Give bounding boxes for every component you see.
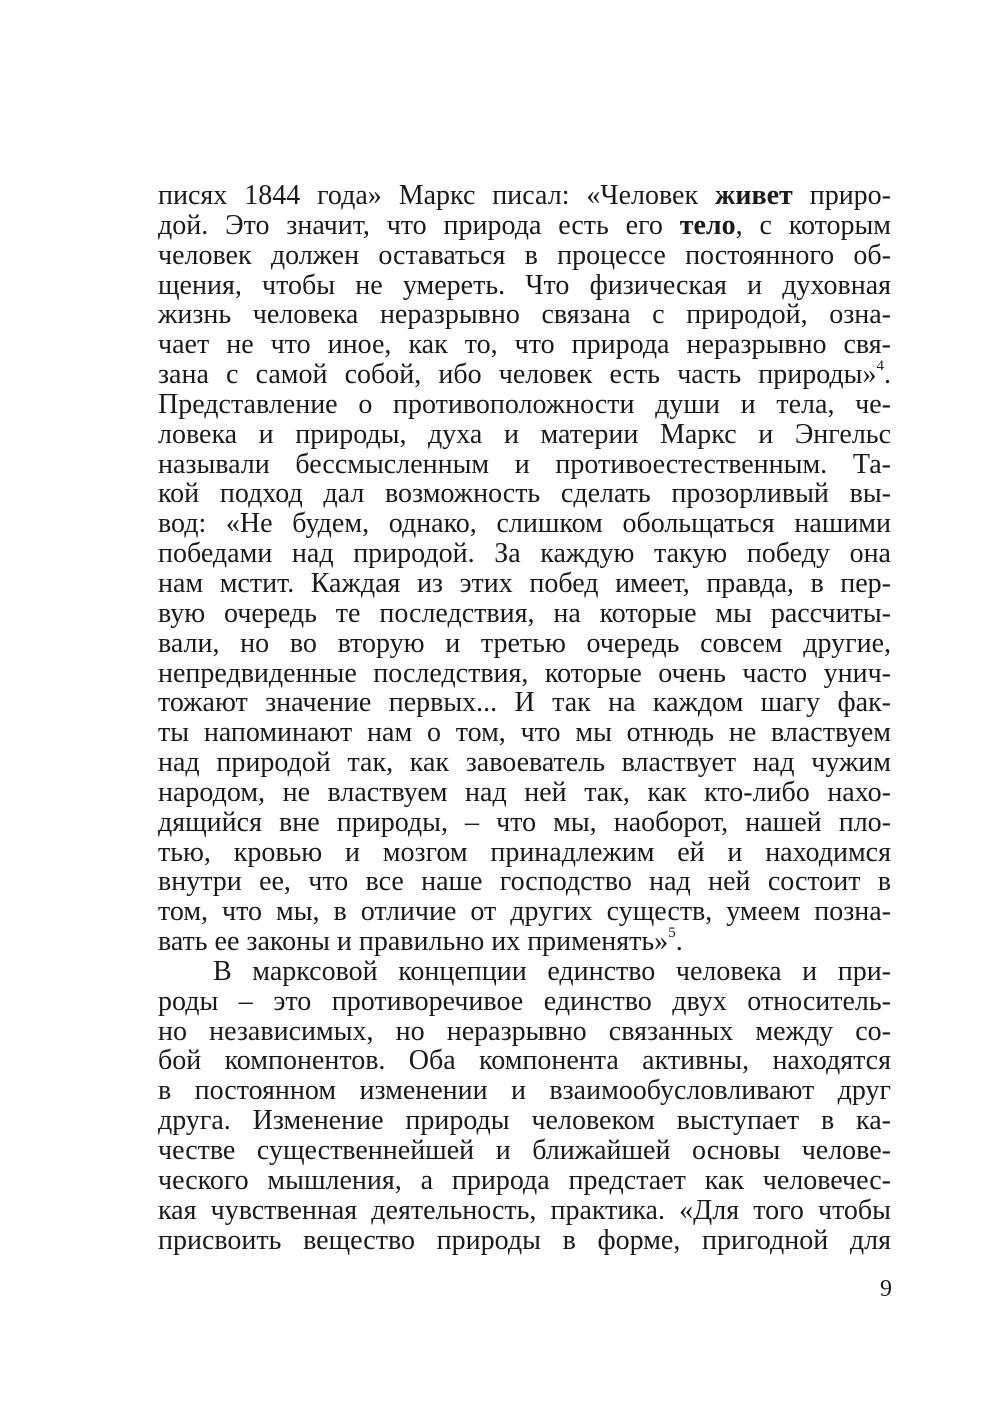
text-line: нам мстит. Каждая из этих побед имеет, правда, в пер- (158, 567, 891, 599)
text-line: дой. Это значит, что природа есть его тело, с которым (158, 209, 891, 241)
text-line: над природой так, как завоеватель властвует над чужим (158, 747, 891, 779)
text-line: друга. Изменение природы человеком выступает в ка- (158, 1105, 891, 1137)
text-line: победами над природой. За каждую такую победу она (158, 538, 891, 570)
text-line: но независимых, но неразрывно связанных между со- (158, 1015, 891, 1047)
text-line: в постоянном изменении и взаимообусловливают друг (158, 1075, 891, 1107)
text-line: жизнь человека неразрывно связана с природой, озна- (158, 299, 891, 331)
text-line: том, что мы, в отличие от других существ, умеем позна- (158, 896, 891, 928)
text-line: бой компонентов. Оба компонента активны, находятся (158, 1045, 891, 1077)
text-line: внутри ее, что все наше господство над ней состоит в (158, 866, 891, 898)
page-number: 9 (880, 1276, 892, 1302)
text-line: тью, кровью и мозгом принадлежим ей и находимся (158, 836, 891, 868)
text-line: вать ее законы и правильно их применять»$^5$. (158, 924, 683, 958)
text-line: Представление о противоположности души и тела, че- (158, 388, 891, 420)
text-line: непредвиденные последствия, которые очень часто унич- (158, 657, 891, 689)
text-line: вали, но во вторую и третью очередь совсем другие, (158, 627, 891, 659)
text-line: В марксовой концепции единство человека и при- (213, 955, 891, 987)
text-line: зана с самой собой, ибо человек есть часть природы»$^4$. (158, 357, 891, 391)
text-line: дящийся вне природы, – что мы, наоборот, нашей пло- (158, 806, 891, 838)
text-line: кая чувственная деятельность, практика. «Для того чтобы (158, 1194, 891, 1226)
text-line: честве существеннейшей и ближайшей основы челове- (158, 1135, 891, 1166)
text-line: народом, не властвуем над ней так, как кто-либо нахо- (158, 776, 891, 808)
text-line: человек должен оставаться в процессе постоянного об- (158, 239, 891, 271)
text-line: чает не что иное, как то, что природа неразрывно свя- (158, 329, 891, 361)
text-line: ловека и природы, духа и материи Маркс и Энгельс (158, 418, 891, 450)
text-line: ческого мышления, а природа предстает как человечес- (158, 1164, 891, 1196)
footnote-ref: 5 (668, 924, 676, 941)
footnote-ref: 4 (876, 357, 884, 374)
text-line: присвоить вещество природы в форме, пригодной для (158, 1224, 891, 1256)
text-line: кой подход дал возможность сделать прозорливый вы- (158, 478, 891, 510)
text-line: щения, чтобы не умереть. Что физическая и духовная (158, 269, 891, 301)
text-line: вод: «Не будем, однако, слишком обольщаться нашими (158, 508, 891, 540)
text-line: роды – это противоречивое единство двух относитель- (158, 985, 891, 1017)
text-line: писях 1844 года» Маркс писал: «Человек живет приро- (158, 180, 892, 211)
text-line: вую очередь те последствия, на которые мы рассчиты- (158, 597, 891, 629)
text-line: тожают значение первых... И так на каждом шагу фак- (158, 687, 891, 719)
text-line: называли бессмысленным и противоестественным. Та- (158, 448, 891, 480)
text-line: ты напоминают нам о том, что мы отнюдь не властвуем (158, 717, 891, 749)
body-text (158, 181, 891, 1255)
